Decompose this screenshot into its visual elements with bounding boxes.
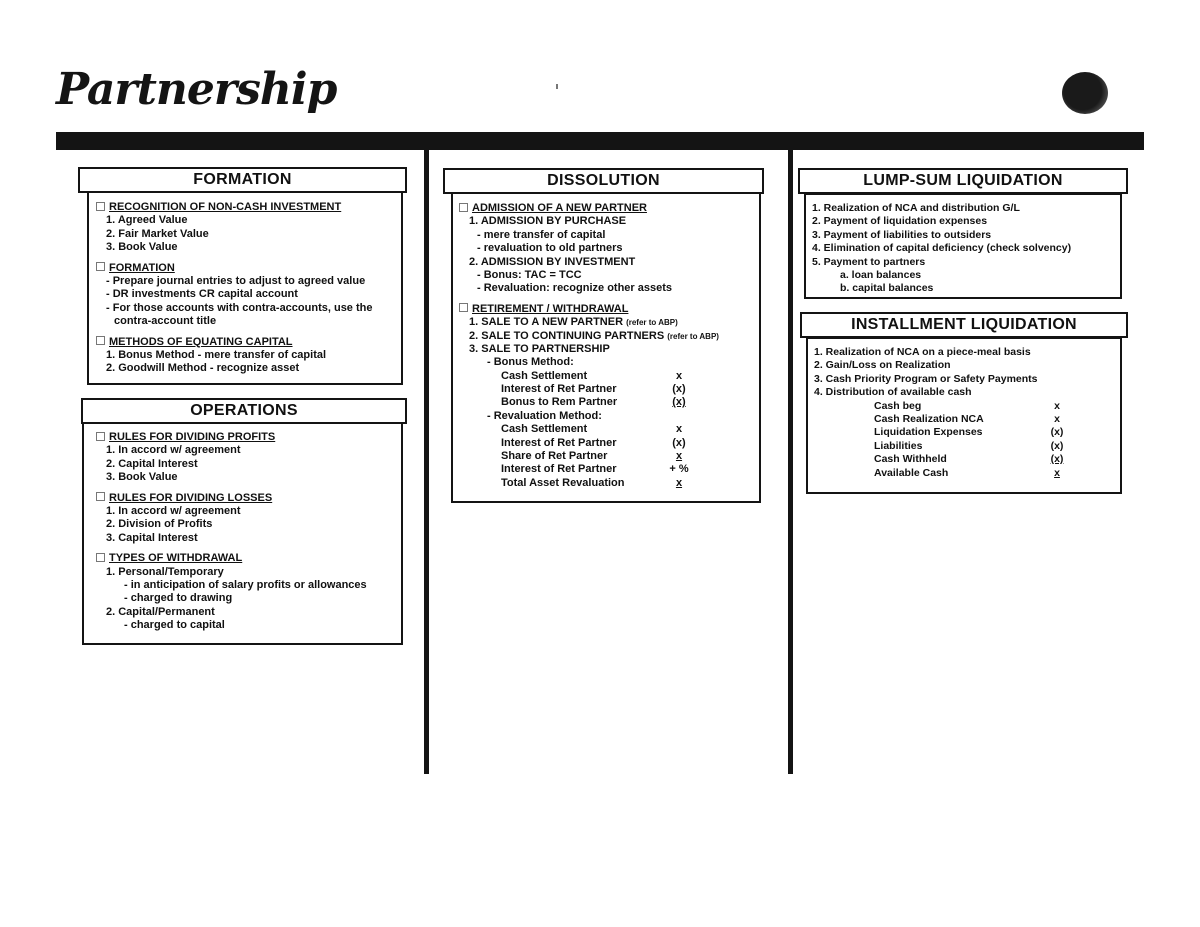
table-row: Interest of Ret Partner + % <box>501 463 689 476</box>
table-row: Cash Realization NCA x <box>874 412 1060 425</box>
list-item: 1. Realization of NCA on a piece-meal basis <box>814 346 1031 358</box>
checkbox-icon <box>96 336 105 345</box>
list-item: 1. ADMISSION BY PURCHASE <box>469 215 627 228</box>
list-item: 1. In accord w/ agreement <box>106 444 241 457</box>
formation-section-heading: FORMATION <box>96 262 396 275</box>
table-row: Total Asset Revaluation x <box>501 476 683 489</box>
list-item: 3. Book Value <box>106 241 178 254</box>
list-item: - Bonus: TAC = TCC <box>477 268 582 281</box>
list-item: - Revaluation: recognize other assets <box>477 282 672 295</box>
checkbox-icon <box>459 203 468 212</box>
page-title: Partnership <box>56 64 337 115</box>
list-item: 1. In accord w/ agreement <box>106 504 241 517</box>
table-row: Cash beg x <box>874 399 1060 412</box>
dissolution-section-heading: ADMISSION OF A NEW PARTNER <box>459 202 759 215</box>
operations-section-heading: RULES FOR DIVIDING PROFITS <box>96 431 396 444</box>
dissolution-header: DISSOLUTION <box>443 168 764 194</box>
list-item: 2. SALE TO CONTINUING PARTNERS (refer to ABP) <box>469 329 719 342</box>
operations-section-heading: RULES FOR DIVIDING LOSSES <box>96 492 396 505</box>
list-item: 2. Capital/Permanent <box>106 605 215 618</box>
list-item: 3. Capital Interest <box>106 531 198 544</box>
reference-note: (refer to ABP) <box>667 331 719 341</box>
ink-speck <box>556 84 558 89</box>
list-item: - mere transfer of capital <box>477 228 606 241</box>
operations-section-heading: TYPES OF WITHDRAWAL <box>96 552 396 565</box>
operations-header: OPERATIONS <box>81 398 407 424</box>
reference-note: (refer to ABP) <box>626 318 678 328</box>
list-item: 4. Elimination of capital deficiency (check solvency) <box>812 242 1072 255</box>
table-row: Cash Settlement x <box>501 423 683 436</box>
list-item: 2. Division of Profits <box>106 518 213 531</box>
operations-content <box>96 431 396 632</box>
list-item: - revaluation to old partners <box>477 242 623 255</box>
list-item: - Prepare journal entries to adjust to agreed value <box>106 274 366 287</box>
formation-content <box>96 201 396 376</box>
list-item: 3. Payment of liabilities to outsiders <box>812 228 992 241</box>
table-row: Cash Withheld (x) <box>874 453 1064 466</box>
table-row: Liabilities (x) <box>874 439 1064 452</box>
list-item: 4. Distribution of available cash <box>814 386 972 399</box>
table-row: Cash Settlement x <box>501 369 683 382</box>
list-item: - DR investments CR capital account <box>106 288 298 301</box>
list-item: contra-account title <box>114 315 217 328</box>
column-divider-left <box>424 150 429 774</box>
dissolution-content <box>459 202 759 490</box>
list-item: - in anticipation of salary profits or allowances <box>124 578 367 591</box>
column-divider-right <box>788 150 793 774</box>
checkbox-icon <box>96 202 105 211</box>
list-item: a. loan balances <box>840 268 922 281</box>
list-item: 1. Bonus Method - mere transfer of capital <box>106 348 327 361</box>
list-item: 3. SALE TO PARTNERSHIP <box>469 342 610 355</box>
list-item: - For those accounts with contra-accounts, use the <box>106 301 373 314</box>
table-row: Interest of Ret Partner (x) <box>501 436 686 449</box>
list-item: 1. Agreed Value <box>106 214 188 227</box>
list-item: 3. Book Value <box>106 471 178 484</box>
list-item: 1. SALE TO A NEW PARTNER (refer to ABP) <box>469 316 678 329</box>
list-item: 2. Capital Interest <box>106 457 198 470</box>
lumpsum-content <box>812 202 1118 296</box>
header-bar <box>56 132 1144 150</box>
table-row: Interest of Ret Partner (x) <box>501 383 686 396</box>
method-label: - Bonus Method: <box>487 356 574 369</box>
installment-header: INSTALLMENT LIQUIDATION <box>800 312 1128 338</box>
installment-content <box>814 346 1120 480</box>
list-item: 2. Payment of liquidation expenses <box>812 215 988 228</box>
checkbox-icon <box>459 303 468 312</box>
ink-blot <box>1062 72 1108 114</box>
checkbox-icon <box>96 432 105 441</box>
checkbox-icon <box>96 553 105 562</box>
lumpsum-header: LUMP-SUM LIQUIDATION <box>798 168 1128 194</box>
list-item: 1. Personal/Temporary <box>106 565 224 578</box>
table-row: Available Cash x <box>874 466 1060 479</box>
list-item: 1. Realization of NCA and distribution G/L <box>812 202 1020 214</box>
list-item: 2. ADMISSION BY INVESTMENT <box>469 255 636 268</box>
list-item: 2. Goodwill Method - recognize asset <box>106 362 300 375</box>
checkbox-icon <box>96 492 105 501</box>
table-row: Share of Ret Partner x <box>501 450 683 463</box>
list-item: b. capital balances <box>840 282 934 295</box>
list-item: 2. Gain/Loss on Realization <box>814 359 951 372</box>
table-row: Bonus to Rem Partner (x) <box>501 396 686 409</box>
list-item: - charged to capital <box>124 619 225 632</box>
dissolution-section-heading: RETIREMENT / WITHDRAWAL <box>459 303 759 316</box>
formation-section-heading: METHODS OF EQUATING CAPITAL <box>96 336 396 349</box>
method-label: - Revaluation Method: <box>487 409 602 422</box>
table-row: Liquidation Expenses (x) <box>874 426 1064 439</box>
list-item: - charged to drawing <box>124 592 233 605</box>
formation-section-heading: RECOGNITION OF NON-CASH INVESTMENT <box>96 201 396 214</box>
list-item: 3. Cash Priority Program or Safety Payments <box>814 372 1038 385</box>
formation-header: FORMATION <box>78 167 407 193</box>
list-item: 2. Fair Market Value <box>106 227 209 240</box>
list-item: 5. Payment to partners <box>812 255 926 268</box>
checkbox-icon <box>96 262 105 271</box>
